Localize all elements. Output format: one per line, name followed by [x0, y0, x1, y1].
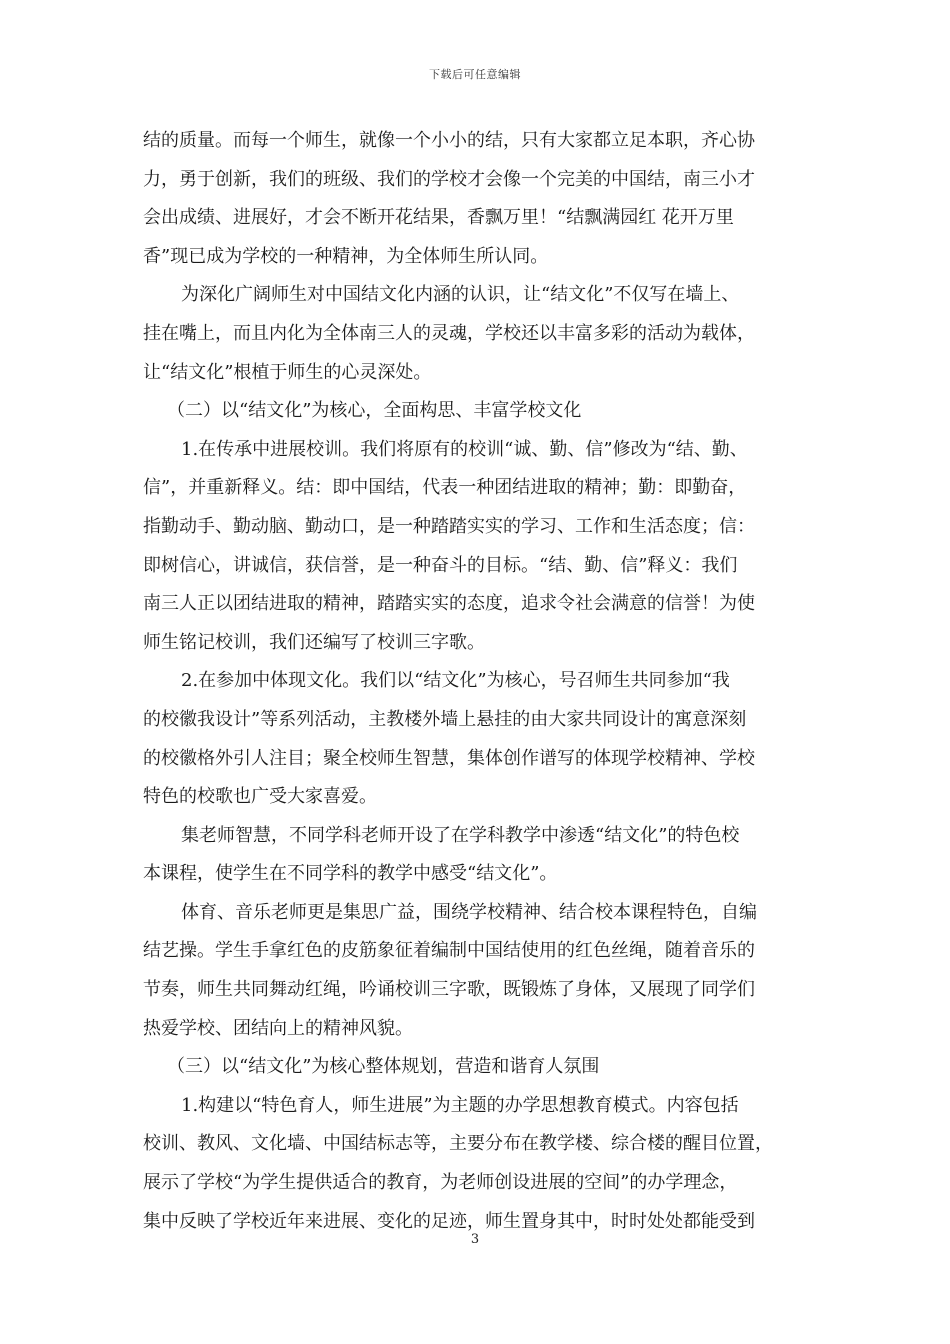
text-line: 2.在参加中体现文化。我们以“结文化”为核心，号召师生共同参加“我 [181, 670, 730, 692]
text-line: 香”现已成为学校的一种精神，为全体师生所认同。 [143, 245, 549, 267]
text-line: 让“结文化”根植于师生的心灵深处。 [143, 361, 432, 383]
section-heading: （二）以“结文化”为核心，全面构思、丰富学校文化 [167, 400, 582, 422]
page-number: 3 [470, 1232, 480, 1247]
text-line: 的校徽我设计”等系列活动，主教楼外墙上悬挂的由大家共同设计的寓意深刻 [143, 708, 747, 730]
text-line: 挂在嘴上，而且内化为全体南三人的灵魂，学校还以丰富多彩的活动为载体， [143, 322, 755, 344]
text-line: 特色的校歌也广受大家喜爱。 [143, 786, 377, 808]
text-line: 展示了学校“为学生提供适合的教育，为老师创设进展的空间”的办学理念， [143, 1172, 738, 1194]
section-heading: （三）以“结文化”为核心整体规划，营造和谐育人氛围 [167, 1056, 600, 1078]
document-body [143, 122, 813, 1241]
text-line: 本课程，使学生在不同学科的教学中感受“结文化”。 [143, 863, 558, 885]
text-line: 南三人正以团结进取的精神，踏踏实实的态度，追求令社会满意的信誉！为使 [143, 593, 755, 615]
text-line: 集老师智慧，不同学科老师开设了在学科教学中渗透“结文化”的特色校 [181, 824, 740, 846]
text-line: 1.在传承中进展校训。我们将原有的校训“诚、勤、信”修改为“结、勤、 [181, 438, 748, 460]
page-header: 下载后可任意编辑 [429, 68, 521, 81]
text-line: 指勤动手、勤动脑、勤动口，是一种踏踏实实的学习、工作和生活态度；信： [143, 515, 755, 537]
text-line: 结艺操。学生手拿红色的皮筋象征着编制中国结使用的红色丝绳，随着音乐的 [143, 940, 755, 962]
text-line: 为深化广阔师生对中国结文化内涵的认识，让“结文化”不仅写在墙上、 [181, 284, 740, 306]
text-line: 信”，并重新释义。结：即中国结，代表一种团结进取的精神；勤：即勤奋， [143, 477, 747, 499]
text-line: 即树信心，讲诚信，获信誉，是一种奋斗的目标。“结、勤、信”释义：我们 [143, 554, 738, 576]
text-line: 的校徽格外引人注目；聚全校师生智慧，集体创作谱写的体现学校精神、学校 [143, 747, 755, 769]
text-line: 热爱学校、团结向上的精神风貌。 [143, 1017, 413, 1039]
text-line: 会出成绩、进展好，才会不断开花结果，香飘万里！“结飘满园红 花开万里 [143, 207, 734, 229]
text-line: 1.构建以“特色育人，师生进展”为主题的办学思想教育模式。内容包括 [181, 1094, 739, 1116]
text-line: 体育、音乐老师更是集思广益，围绕学校精神、结合校本课程特色，自编 [181, 901, 757, 923]
text-line: 师生铭记校训，我们还编写了校训三字歌。 [143, 631, 485, 653]
text-line: 力，勇于创新，我们的班级、我们的学校才会像一个完美的中国结，南三小才 [143, 168, 755, 190]
text-line: 集中反映了学校近年来进展、变化的足迹，师生置身其中，时时处处都能受到 [143, 1210, 755, 1232]
text-line: 节奏，师生共同舞动红绳，吟诵校训三字歌，既锻炼了身体，又展现了同学们 [143, 979, 755, 1001]
text-line: 结的质量。而每一个师生，就像一个小小的结，只有大家都立足本职，齐心协 [143, 130, 755, 151]
text-line: 校训、教风、文化墙、中国结标志等，主要分布在教学楼、综合楼的醒目位置， [143, 1133, 773, 1155]
